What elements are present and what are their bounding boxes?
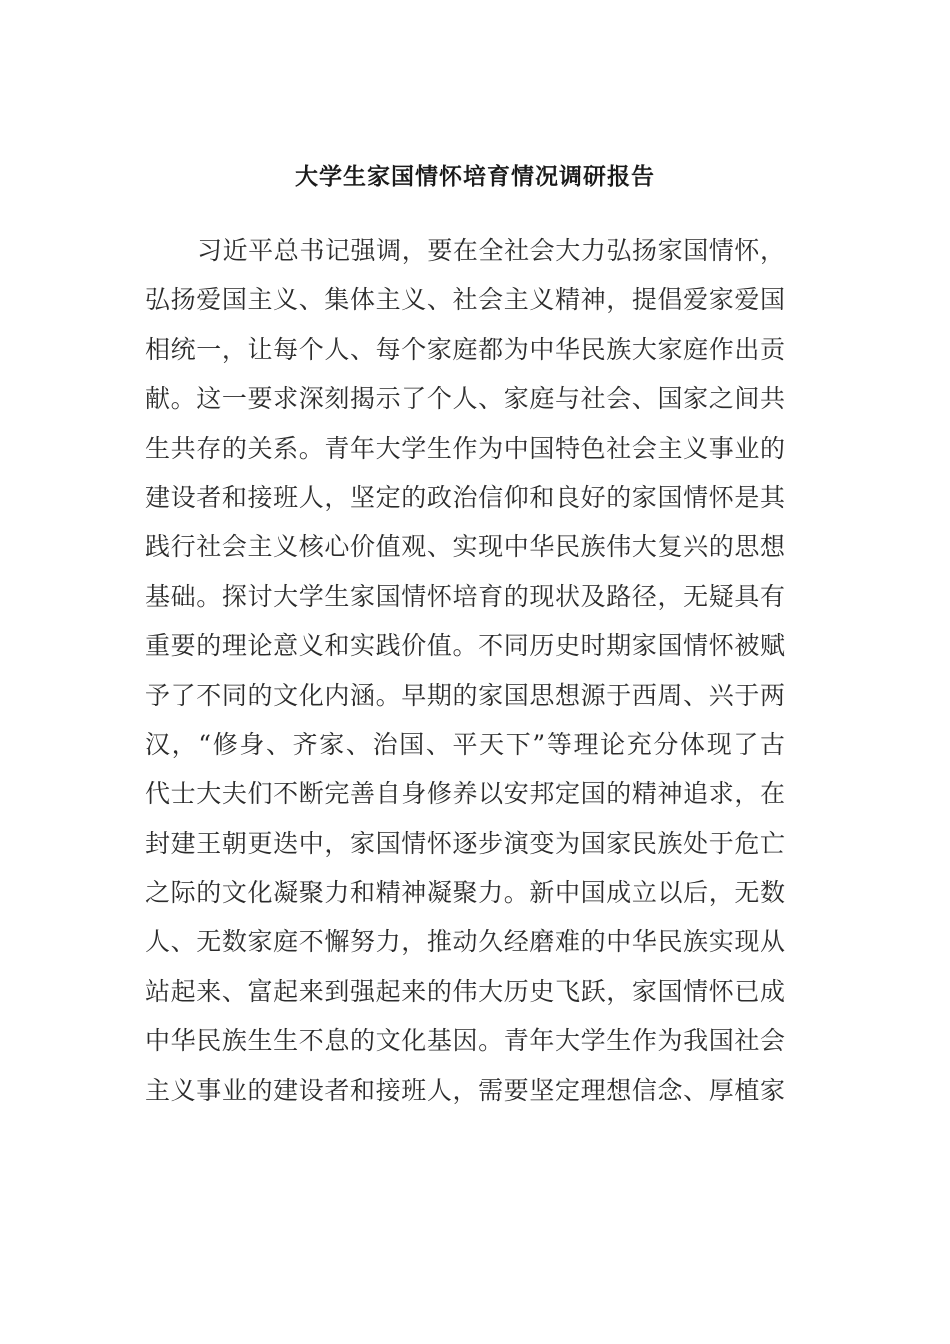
paragraph-line: 相统一，让每个人、每个家庭都为中华民族大家庭作出贡	[145, 334, 785, 364]
paragraph-line: 主义事业的建设者和接班人，需要坚定理想信念、厚植家	[145, 1075, 785, 1105]
paragraph-line: 弘扬爱国主义、集体主义、社会主义精神，提倡爱家爱国	[145, 285, 785, 315]
paragraph-line: 予了不同的文化内涵。早期的家国思想源于西周、兴于两	[145, 680, 785, 710]
paragraph-line: 践行社会主义核心价值观、实现中华民族伟大复兴的思想	[145, 532, 785, 562]
paragraph-line: 之际的文化凝聚力和精神凝聚力。新中国成立以后，无数	[145, 878, 785, 908]
paragraph-line: 代士大夫们不断完善自身修养以安邦定国的精神追求，在	[145, 779, 785, 809]
paragraph-line: 基础。探讨大学生家国情怀培育的现状及路径，无疑具有	[145, 581, 785, 611]
paragraph-line: 站起来、富起来到强起来的伟大历史飞跃，家国情怀已成	[145, 976, 785, 1006]
paragraph-line: 汉，“修身、齐家、治国、平天下”等理论充分体现了古	[145, 729, 785, 759]
paragraph-line: 习近平总书记强调，要在全社会大力弘扬家国情怀，	[197, 236, 785, 265]
paragraph-line: 生共存的关系。青年大学生作为中国特色社会主义事业的	[145, 433, 785, 463]
paragraph-line: 人、无数家庭不懈努力，推动久经磨难的中华民族实现从	[145, 927, 785, 957]
paragraph-line: 中华民族生生不息的文化基因。青年大学生作为我国社会	[145, 1026, 785, 1056]
document-title: 大学生家国情怀培育情况调研报告	[295, 164, 655, 190]
paragraph-line: 建设者和接班人，坚定的政治信仰和良好的家国情怀是其	[145, 482, 785, 512]
paragraph-line: 献。这一要求深刻揭示了个人、家庭与社会、国家之间共	[145, 384, 785, 414]
paragraph-line: 重要的理论意义和实践价值。不同历史时期家国情怀被赋	[145, 631, 785, 661]
paragraph-line: 封建王朝更迭中，家国情怀逐步演变为国家民族处于危亡	[145, 828, 785, 858]
body-paragraph	[145, 226, 785, 1115]
